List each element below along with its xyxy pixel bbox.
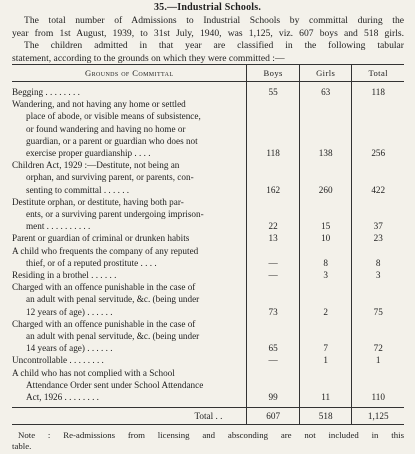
total-cell: 72 (352, 318, 404, 355)
total-boys: 607 (247, 408, 300, 425)
boys-cell: — (247, 269, 300, 281)
footnote-line-1: Note : Re-admissions from licensing and absconding are not included in this (18, 430, 404, 440)
ground-line: Residing in a brothel . . . . . . (12, 270, 117, 281)
ground-cell (12, 232, 247, 244)
intro-paragraph (12, 15, 404, 40)
girls-cell: 63 (299, 82, 352, 99)
ground-line: ents, or a surviving parent undergoing imprison- (26, 209, 204, 220)
ground-line: Act, 1926 . . . . . . . . (26, 392, 99, 403)
section-heading: 35.—Industrial Schools. (153, 2, 262, 13)
boys-cell: 55 (247, 82, 300, 99)
ground-line: ment . . . . . . . . . . (26, 221, 91, 232)
boys-cell: 162 (247, 159, 300, 196)
table-row (12, 245, 404, 269)
ground-line: guardian, or a parent or guardian who does not (26, 135, 198, 146)
ground-line: or found wandering and having no home or (26, 123, 186, 134)
table-row (12, 269, 404, 281)
boys-cell: 13 (247, 232, 300, 244)
ground-line: thief, or of a reputed prostitute . . . . (26, 257, 157, 268)
total-label: Total . . (12, 408, 247, 425)
table-body (12, 82, 404, 425)
ground-line: Charged with an offence punishable in the case of (12, 282, 196, 293)
ground-line: Children Act, 1929 :—Destitute, not being an (12, 160, 180, 171)
girls-cell: 138 (299, 98, 352, 159)
table-row (12, 367, 404, 404)
ground-line: Parent or guardian of criminal or drunken habits (12, 233, 190, 244)
boys-cell: — (247, 354, 300, 366)
boys-cell: — (247, 245, 300, 269)
table-row (12, 318, 404, 355)
ground-line: an adult with penal servitude, &c. (being under (26, 294, 200, 305)
header-total: Total (352, 65, 404, 82)
ground-line: A child who has not complied with a School (12, 367, 175, 378)
total-girls: 518 (299, 408, 352, 425)
ground-line: A child who frequents the company of any reputed (12, 245, 199, 256)
classification-line-1: The children admitted in that year are classified in the following tabular (24, 40, 404, 51)
total-cell: 75 (352, 281, 404, 318)
boys-cell: 73 (247, 281, 300, 318)
boys-cell: 99 (247, 367, 300, 404)
total-total: 1,125 (352, 408, 404, 425)
ground-cell (12, 367, 247, 404)
total-cell: 23 (352, 232, 404, 244)
header-grounds: Grounds of Committal (12, 65, 247, 82)
girls-cell: 2 (299, 281, 352, 318)
intro-line-1: The total number of Admissions to Industrial Schools by committal during the (24, 15, 404, 26)
intro-line-2: year from 1st August, 1939, to 31st July, 1940, was 1,125, viz. 607 boys and 518 girls. (12, 27, 404, 39)
header-boys: Boys (247, 65, 300, 82)
ground-cell (12, 98, 247, 159)
classification-paragraph (12, 40, 404, 65)
ground-cell (12, 269, 247, 281)
ground-line: orphan, and surviving parent, or parents, con- (26, 172, 194, 183)
boys-cell: 118 (247, 98, 300, 159)
footnote (12, 430, 404, 452)
header-girls: Girls (299, 65, 352, 82)
table-row (12, 281, 404, 318)
ground-line: Destitute orphan, or destitute, having both par- (12, 196, 184, 207)
total-cell: 3 (352, 269, 404, 281)
girls-cell: 15 (299, 196, 352, 233)
table-header-row (12, 65, 404, 82)
total-cell: 8 (352, 245, 404, 269)
total-row (12, 408, 404, 425)
ground-line: senting to committal . . . . . . (26, 184, 130, 195)
girls-cell: 7 (299, 318, 352, 355)
total-cell: 118 (352, 82, 404, 99)
ground-line: place of abode, or visible means of subsistence, (26, 111, 201, 122)
total-cell: 1 (352, 354, 404, 366)
ground-line: 12 years of age) . . . . . . (26, 306, 113, 317)
ground-line: an adult with penal servitude, &c. (being under (26, 331, 200, 342)
table-row (12, 232, 404, 244)
total-cell: 110 (352, 367, 404, 404)
ground-cell (12, 245, 247, 269)
girls-cell: 11 (299, 367, 352, 404)
committal-table (12, 64, 404, 425)
ground-cell (12, 354, 247, 366)
ground-cell (12, 159, 247, 196)
boys-cell: 22 (247, 196, 300, 233)
table-row (12, 354, 404, 366)
ground-line: exercise proper guardianship . . . . (26, 148, 151, 159)
classification-line-2: statement, according to the grounds on which they were committed :— (12, 52, 285, 64)
table-row (12, 82, 404, 99)
ground-line: Begging . . . . . . . . (12, 87, 80, 97)
ground-line: Charged with an offence punishable in the case of (12, 318, 196, 329)
table-row (12, 159, 404, 196)
girls-cell: 260 (299, 159, 352, 196)
footnote-line-2: table. (12, 441, 32, 451)
girls-cell: 3 (299, 269, 352, 281)
ground-cell (12, 196, 247, 233)
ground-cell (12, 318, 247, 355)
ground-cell (12, 82, 247, 99)
total-cell: 37 (352, 196, 404, 233)
girls-cell: 8 (299, 245, 352, 269)
total-cell: 422 (352, 159, 404, 196)
table-row (12, 98, 404, 159)
total-cell: 256 (352, 98, 404, 159)
boys-cell: 65 (247, 318, 300, 355)
girls-cell: 1 (299, 354, 352, 366)
table-row (12, 196, 404, 233)
ground-cell (12, 281, 247, 318)
ground-line: Attendance Order sent under School Attendance (26, 379, 204, 390)
ground-line: Wandering, and not having any home or settled (12, 99, 186, 110)
ground-line: 14 years of age) . . . . . . (26, 343, 113, 354)
ground-line: Uncontrollable . . . . . . . . (12, 355, 104, 366)
girls-cell: 10 (299, 232, 352, 244)
